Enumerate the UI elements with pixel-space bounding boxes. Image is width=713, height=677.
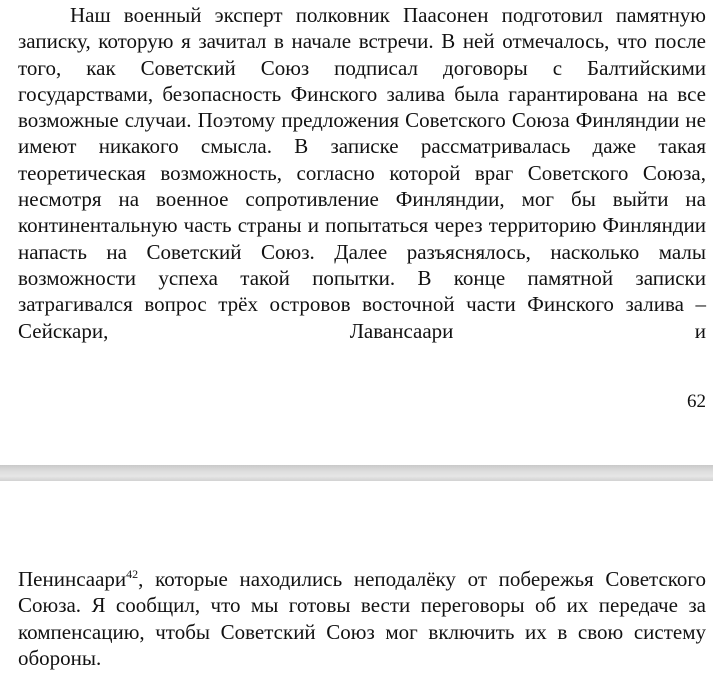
page-separator [0, 465, 713, 481]
footnote-reference[interactable]: 42 [126, 567, 139, 581]
page-62-paragraph: Наш военный эксперт полковник Паасонен подготовил памятную записку, которую я зачитал в начале встречи. В ней отмечалось, что после того, как Советский Союз подписал договоры с Балтийскими государствами, безопасность Финского залива была гарантирована на все возможные случаи. Поэтому предложения Советского Союза Финляндии не имеют никакого смысла. В записке рассматривалась даже такая теоретическая возможность, согласно которой враг Советского Союза, несмотря на военное сопротивление Финляндии, мог бы выйти на континентальную часть страны и попытаться через территорию Финляндии напасть на Советский Союз. Далее разъяснялось, насколько малы возможности успеха такой попытки. В конце памятной записки затрагивался вопрос трёх островов восточной части Финского залива – Сейскари, Лавансаари и [18, 3, 706, 343]
page-number: 62 [687, 391, 706, 412]
paragraph-start: Пенинсаари [18, 567, 127, 591]
page-63-paragraph [18, 566, 706, 671]
paragraph-rest: , которые находились неподалёку от побережья Советского Союза. Я сообщил, что мы готовы вести переговоры об их передаче за компенсацию, чтобы Советский Союз мог включить их в свою систему обороны. [18, 567, 706, 670]
